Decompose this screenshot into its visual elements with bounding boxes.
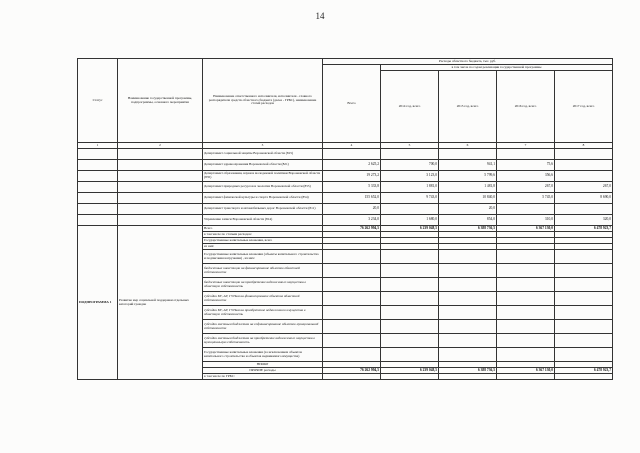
column-number: 6	[439, 143, 497, 149]
amount-y2017-cell	[555, 149, 613, 160]
page-number: 14	[315, 11, 325, 21]
amount-y2016-cell: 6 367 130,0	[497, 226, 555, 232]
amount-y2016-cell	[497, 264, 555, 278]
expense-item-cell: Государственные капитальные вложения (объекты капитального строительства и подписания нагрузками) , из них:	[203, 250, 323, 264]
expense-item-cell: субсидии БУ, АУ, ГУПам на приобретение недвижимого имущества в областную собственность	[203, 306, 323, 320]
amount-total-cell	[323, 278, 381, 292]
executor-row	[78, 193, 613, 204]
amount-y2017-cell	[555, 320, 613, 334]
executor-row	[78, 182, 613, 193]
amount-total-cell: 5 333,8	[323, 182, 381, 193]
status-cell	[78, 193, 118, 204]
amount-y2017-cell	[555, 264, 613, 278]
header-program-name: Наименование государственной программы, подпрограммы, основного мероприятия	[118, 59, 203, 143]
executor-rows	[78, 149, 613, 226]
amount-y2016-cell	[497, 204, 555, 215]
amount-y2016-cell: 5 745,0	[497, 193, 555, 204]
amount-y2015-cell: 6 388 736,5	[439, 226, 497, 232]
amount-y2016-cell: 6 367 130,0	[497, 368, 555, 374]
header-status: Статус	[78, 59, 118, 143]
executor-row	[78, 160, 613, 171]
amount-y2014-cell: 1 680,0	[381, 215, 439, 226]
budget-table	[77, 58, 613, 380]
amount-y2016-cell	[497, 320, 555, 334]
status-cell	[78, 149, 118, 160]
amount-y2015-cell: 6 388 736,5	[439, 368, 497, 374]
program-name-cell	[118, 171, 203, 182]
amount-y2014-cell	[381, 149, 439, 160]
expense-item-cell: субсидии БУ, АУ, ГУПам на финансирование объектов областной собственности	[203, 292, 323, 306]
amount-y2015-cell	[439, 278, 497, 292]
amount-y2014-cell: 3 123,0	[381, 171, 439, 182]
amount-y2017-cell	[555, 204, 613, 215]
amount-total-cell: 19 273,2	[323, 171, 381, 182]
expense-item-cell: Государственные капитальные вложения (за исключением объектов капитального строительства и объектов недвижимого имущества)	[203, 348, 323, 362]
program-name-cell	[118, 182, 203, 193]
header-years-title: в том числе по годам реализации государственной программы	[381, 65, 613, 71]
status-cell	[78, 160, 118, 171]
expense-item-cell: субсидии местным бюджетам на приобретение недвижимого имущества в муниципальную собственность	[203, 334, 323, 348]
amount-y2014-cell	[381, 278, 439, 292]
executor-name-cell: Департамент физической культуры и спорта Воронежской области (854)	[203, 193, 323, 204]
expense-item-cell: бюджетные инвестиции на финансирование объектов областной собственности	[203, 264, 323, 278]
amount-y2015-cell: 1 481,8	[439, 182, 497, 193]
executor-name-cell: Департамент образования, науки и молодежной политики Воронежской области (835)	[203, 171, 323, 182]
amount-y2017-cell	[555, 250, 613, 264]
expense-item-cell: Всего	[203, 226, 323, 232]
expense-item-cell: бюджетные инвестиции на приобретение недвижимого имущества в областную собственность	[203, 278, 323, 292]
expense-item-cell: субсидии местным бюджетам на софинансирование объектов муниципальной собственности	[203, 320, 323, 334]
amount-total-cell: 155 652,0	[323, 193, 381, 204]
amount-y2017-cell	[555, 306, 613, 320]
amount-y2016-cell	[497, 149, 555, 160]
amount-y2017-cell	[555, 348, 613, 362]
amount-y2014-cell	[381, 334, 439, 348]
header-year-2015: 2015 год, всего	[439, 71, 497, 143]
amount-y2015-cell: 854,0	[439, 215, 497, 226]
amount-y2016-cell	[497, 374, 555, 380]
amount-y2015-cell	[439, 149, 497, 160]
amount-y2016-cell: 356,6	[497, 171, 555, 182]
amount-y2014-cell: 1 881,0	[381, 182, 439, 193]
column-number: 4	[323, 143, 381, 149]
column-number: 1	[78, 143, 118, 149]
program-name-cell	[118, 193, 203, 204]
amount-y2015-cell	[439, 320, 497, 334]
amount-total-cell: 20,0	[323, 204, 381, 215]
expense-item-cell: ПРОЧИЕ расходы	[203, 368, 323, 374]
amount-y2015-cell: 20,0	[439, 204, 497, 215]
amount-y2017-cell: 6 478 923,7	[555, 368, 613, 374]
amount-total-cell	[323, 250, 381, 264]
subprogram-name: Развитие мер социальной поддержки отдельных категорий граждан	[118, 226, 203, 380]
expense-item-cell: Государственные капитальные вложения, всего	[203, 238, 323, 244]
amount-total-cell: 2 625,2	[323, 160, 381, 171]
amount-y2015-cell	[439, 334, 497, 348]
amount-y2014-cell	[381, 348, 439, 362]
executor-name-cell: Департамент здравоохранения Воронежской области (821)	[203, 160, 323, 171]
amount-y2015-cell	[439, 250, 497, 264]
status-cell	[78, 171, 118, 182]
amount-total-cell	[323, 306, 381, 320]
column-number: 5	[381, 143, 439, 149]
amount-y2014-cell: 9 743,0	[381, 193, 439, 204]
status-cell	[78, 204, 118, 215]
amount-y2017-cell	[555, 334, 613, 348]
program-name-cell	[118, 149, 203, 160]
amount-y2014-cell	[381, 204, 439, 215]
column-number: 3	[203, 143, 323, 149]
amount-total-cell	[323, 149, 381, 160]
executor-name-cell: Департамент социальной защиты Воронежской области (815)	[203, 149, 323, 160]
expense-item-cell: в том числе по статьям расходов:	[203, 232, 323, 238]
amount-y2014-cell	[381, 306, 439, 320]
amount-total-cell	[323, 292, 381, 306]
status-cell	[78, 215, 118, 226]
amount-y2015-cell: 10 840,0	[439, 193, 497, 204]
subprogram-status: ПОДПРОГРАММА 1	[78, 226, 118, 380]
executor-name-cell: Департамент транспорта и автомобильных дорог Воронежской области (811)	[203, 204, 323, 215]
amount-y2017-cell	[555, 374, 613, 380]
subprogram-rows	[78, 226, 613, 380]
amount-total-cell	[323, 264, 381, 278]
header-executor-name: Наименование ответственного исполнителя, исполнителя - главного распорядителя средств областного бюджета (далее - ГРБС), наименование статей расходов	[203, 59, 323, 143]
amount-y2014-cell	[381, 374, 439, 380]
amount-total-cell: 76 262 994,5	[323, 368, 381, 374]
amount-y2015-cell	[439, 374, 497, 380]
amount-y2015-cell	[439, 348, 497, 362]
amount-y2017-cell	[555, 160, 613, 171]
executor-row	[78, 171, 613, 182]
amount-y2014-cell	[381, 292, 439, 306]
executor-row	[78, 149, 613, 160]
amount-y2017-cell: 267,0	[555, 182, 613, 193]
amount-y2016-cell	[497, 278, 555, 292]
amount-total-cell	[323, 334, 381, 348]
header-expenses-title: Расходы областного бюджета, тыс. руб.	[323, 59, 613, 65]
executor-name-cell: Департамент природных ресурсов и экологии Воронежской области (855)	[203, 182, 323, 193]
amount-y2015-cell	[439, 264, 497, 278]
amount-y2016-cell: 310,0	[497, 215, 555, 226]
header-year-2016: 2016 год, всего	[497, 71, 555, 143]
header-year-2014: 2014 год, всего	[381, 71, 439, 143]
amount-y2016-cell	[497, 292, 555, 306]
amount-total-cell	[323, 320, 381, 334]
amount-total-cell: 76 262 994,5	[323, 226, 381, 232]
amount-y2016-cell	[497, 250, 555, 264]
amount-y2016-cell: 267,0	[497, 182, 555, 193]
amount-y2016-cell: 75,6	[497, 160, 555, 171]
amount-y2017-cell: 6 478 923,7	[555, 226, 613, 232]
amount-total-cell: 3 234,0	[323, 215, 381, 226]
amount-total-cell	[323, 374, 381, 380]
amount-y2014-cell: 6 239 048,5	[381, 368, 439, 374]
amount-y2015-cell	[439, 292, 497, 306]
amount-y2014-cell: 700,0	[381, 160, 439, 171]
expense-item-cell: из них:	[203, 244, 323, 250]
amount-y2014-cell	[381, 250, 439, 264]
program-name-cell	[118, 204, 203, 215]
header-year-2017: 2017 год, всего	[555, 71, 613, 143]
executor-name-cell: Управление записи Воронежской области (814)	[203, 215, 323, 226]
column-number: 7	[497, 143, 555, 149]
column-number: 2	[118, 143, 203, 149]
program-name-cell	[118, 215, 203, 226]
amount-y2015-cell: 5 799,6	[439, 171, 497, 182]
executor-row	[78, 215, 613, 226]
amount-y2017-cell	[555, 278, 613, 292]
amount-y2015-cell	[439, 306, 497, 320]
amount-y2017-cell	[555, 171, 613, 182]
expense-item-cell: НИОКР	[203, 362, 323, 368]
amount-y2017-cell: 320,0	[555, 215, 613, 226]
program-name-cell	[118, 160, 203, 171]
amount-y2017-cell	[555, 292, 613, 306]
amount-y2016-cell	[497, 334, 555, 348]
amount-total-cell	[323, 348, 381, 362]
amount-y2016-cell	[497, 348, 555, 362]
amount-y2017-cell: 8 690,0	[555, 193, 613, 204]
column-number: 8	[555, 143, 613, 149]
amount-y2014-cell	[381, 320, 439, 334]
header-total: Всего	[323, 65, 381, 143]
status-cell	[78, 182, 118, 193]
expense-item-cell: в том числе по ГРБС:	[203, 374, 323, 380]
amount-y2014-cell	[381, 264, 439, 278]
amount-y2016-cell	[497, 306, 555, 320]
executor-row	[78, 204, 613, 215]
amount-y2014-cell: 6 239 048,5	[381, 226, 439, 232]
amount-y2015-cell: 941,1	[439, 160, 497, 171]
